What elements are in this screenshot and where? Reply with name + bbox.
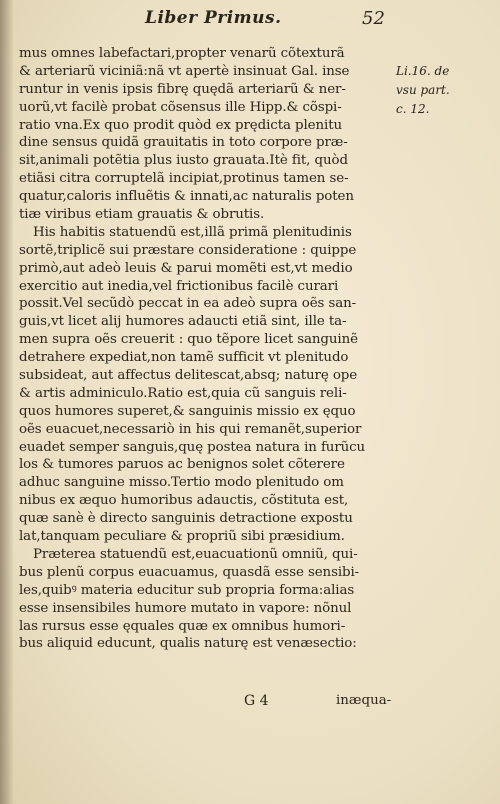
- gutter-shadow: [0, 0, 14, 804]
- text-line: sortẽ,triplicẽ sui præstare consideratione : quippe: [19, 242, 357, 258]
- text-line: tiæ viribus etiam grauatis & obrutis.: [19, 207, 265, 223]
- text-line: Præterea statuendũ est,euacuationũ omniũ, qui-: [33, 546, 358, 562]
- text-line: nibus ex æquo humoribus adauctis, cõstituta est,: [19, 493, 349, 509]
- text-line: bus plenũ corpus euacuamus, quasdã esse sensibi-: [19, 564, 360, 580]
- paragraph-3: [19, 546, 405, 653]
- text-line: quatur,caloris influẽtis & innati,ac naturalis poten: [19, 189, 354, 205]
- page-number: 52: [362, 8, 385, 29]
- paragraph-1: [19, 45, 405, 224]
- text-line: euadet semper sanguis,quę postea natura in furũcu: [19, 439, 366, 455]
- text-line: bus aliquid educunt, qualis naturę est venæsectio:: [19, 636, 357, 652]
- margin-note-line: vsu part.: [396, 83, 450, 97]
- text-line: detrahere expediat,non tamẽ sufficit vt plenitudo: [19, 350, 349, 366]
- margin-note-line: c. 12.: [396, 102, 430, 116]
- catchword: inæqua-: [336, 693, 392, 708]
- text-line: & artis adminiculo.Ratio est,quia cũ sanguis reli-: [19, 385, 347, 401]
- text-line: exercitio aut inedia,vel frictionibus facilè curari: [19, 278, 339, 294]
- text-line: primò,aut adeò leuis & parui momẽti est,vt medio: [19, 260, 353, 276]
- text-line: men supra oẽs creuerit : quo tẽpore licet sanguinẽ: [19, 332, 358, 348]
- text-line: quos humores superet,& sanguinis missio ex ęquo: [19, 403, 356, 419]
- text-line: lat,tanquam peculiare & propriũ sibi præsidium.: [19, 529, 345, 545]
- running-head: Liber Primus.: [145, 8, 282, 28]
- text-line: oẽs euacuet,necessariò in his qui remanẽt,superior: [19, 421, 362, 437]
- text-line: quæ sanè è directo sanguinis detractione expostu: [19, 511, 353, 527]
- text-line: possit.Vel secũdò peccat in ea adeò supra oẽs san-: [19, 296, 357, 312]
- text-line: etiãsi citra corruptelã incipiat,protinus tamen se-: [19, 171, 349, 187]
- text-line: mus omnes labefactari,propter venarũ cõtexturã: [19, 46, 345, 61]
- text-line: esse insensibiles humore mutato in vapore: nõnul: [19, 600, 352, 616]
- margin-note: [396, 62, 496, 119]
- signature-mark: G 4: [244, 693, 269, 709]
- text-line: les,quibꝰ materia educitur sub propria forma:alias: [19, 582, 355, 598]
- text-line: sit,animali potẽtia plus iusto grauata.Itè fit, quòd: [19, 153, 348, 169]
- text-line: & arteriarũ viciniã:nã vt apertè insinuat Gal. inse: [19, 63, 350, 79]
- text-line: runtur in venis ipsis fibrę quędã arteriarũ & ner-: [19, 81, 346, 97]
- text-line: guis,vt licet alij humores adaucti etiã sint, ille ta-: [19, 314, 347, 330]
- text-line: His habitis statuendũ est,illã primã plenitudinis: [33, 224, 352, 240]
- text-line: ratio vna.Ex quo prodit quòd ex prędicta plenitu: [19, 117, 343, 133]
- text-line: dine sensus quidã grauitatis in toto corpore præ-: [19, 135, 348, 151]
- text-line: subsideat, aut affectus delitescat,absq; naturę ope: [19, 368, 358, 384]
- text-line: uorũ,vt facilè probat cõsensus ille Hipp.& cõspi-: [19, 99, 342, 115]
- margin-note-line: Li.16. de: [396, 64, 450, 78]
- text-line: los & tumores paruos ac benignos solet cõterere: [19, 457, 345, 473]
- main-text: [19, 45, 405, 653]
- paragraph-2: [19, 224, 405, 546]
- page-header: [0, 6, 500, 36]
- text-line: adhuc sanguine misso.Tertio modo plenitudo om: [19, 475, 344, 491]
- page-footer: [0, 693, 500, 715]
- text-line: las rursus esse ęquales quæ ex omnibus humori-: [19, 618, 346, 634]
